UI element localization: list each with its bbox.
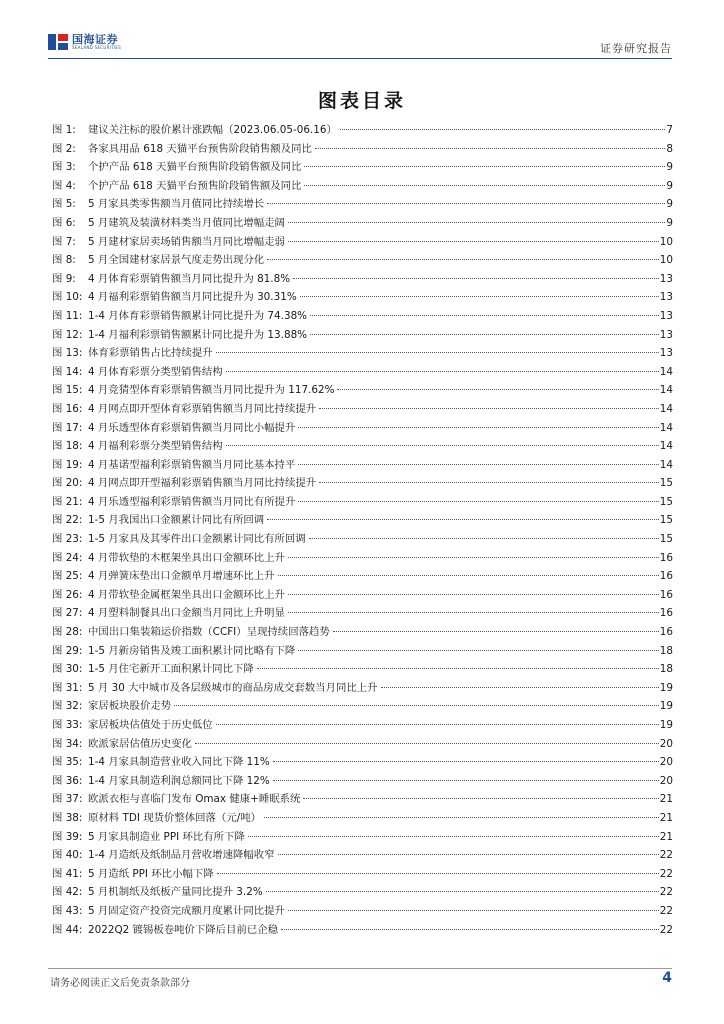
toc-entry-number: 图 44: xyxy=(52,923,83,936)
toc-entry-number: 图 7: xyxy=(52,235,76,248)
toc-entry-page: 22 xyxy=(659,923,673,936)
disclaimer-note: 请务必阅读正文后免责条款部分 xyxy=(50,978,190,989)
toc-entry-title: 5 月建材家居卖场销售额当月同比增幅走弱 xyxy=(88,235,285,248)
toc-entry-page: 22 xyxy=(659,867,673,880)
toc-entry-number: 图 21: xyxy=(52,495,83,508)
toc-entry-number: 图 39: xyxy=(52,830,83,843)
toc-entry-title: 4 月网点即开型福利彩票销售额当月同比持续提升 xyxy=(88,477,317,490)
toc-entry-number: 图 28: xyxy=(52,626,83,639)
toc-entry-number: 图 15: xyxy=(52,384,83,397)
toc-entry-page: 14 xyxy=(659,421,673,434)
toc-entry[interactable] xyxy=(52,511,673,530)
toc-entry[interactable] xyxy=(52,493,673,512)
toc-entry-page: 13 xyxy=(659,347,673,360)
toc-dot-leader xyxy=(298,464,658,465)
toc-entry-page: 10 xyxy=(659,235,673,248)
toc-entry-page: 9 xyxy=(666,198,673,211)
toc-dot-leader xyxy=(267,259,659,260)
toc-entry[interactable] xyxy=(52,214,673,233)
toc-dot-leader xyxy=(300,296,659,297)
toc-entry-page: 18 xyxy=(659,644,673,657)
toc-entry-number: 图 35: xyxy=(52,756,83,769)
toc-entry[interactable] xyxy=(52,623,673,642)
toc-entry[interactable] xyxy=(52,121,673,140)
toc-entry-title: 体育彩票销售占比持续提升 xyxy=(88,347,213,360)
toc-entry-title: 4 月乐透型体育彩票销售额当月同比小幅提升 xyxy=(88,421,296,434)
toc-entry[interactable] xyxy=(52,865,673,884)
toc-entry-number: 图 25: xyxy=(52,570,83,583)
toc-entry[interactable] xyxy=(52,846,673,865)
toc-entry[interactable] xyxy=(52,177,673,196)
toc-entry-number: 图 36: xyxy=(52,774,83,787)
toc-entry[interactable] xyxy=(52,381,673,400)
toc-entry-title: 个护产品 618 天猫平台预售阶段销售额及同比 xyxy=(88,161,302,174)
toc-entry-title: 4 月福利彩票分类型销售结构 xyxy=(88,440,223,453)
toc-entry-title: 1-5 月我国出口金额累计同比有所回调 xyxy=(88,514,265,527)
logo-name-en: SEALAND SECURITIES xyxy=(72,45,122,50)
toc-entry[interactable] xyxy=(52,697,673,716)
toc-entry-title: 4 月体育彩票销售额当月同比提升为 81.8% xyxy=(88,272,291,285)
toc-entry-title: 4 月竞猜型体育彩票销售额当月同比提升为 117.62% xyxy=(88,384,335,397)
toc-entry[interactable] xyxy=(52,902,673,921)
header-divider xyxy=(48,58,672,59)
toc-entry[interactable] xyxy=(52,363,673,382)
company-logo xyxy=(48,34,121,50)
toc-entry-title: 4 月乐透型福利彩票销售额当月同比有所提升 xyxy=(88,495,296,508)
toc-entry[interactable] xyxy=(52,753,673,772)
toc-entry-number: 图 37: xyxy=(52,793,83,806)
toc-entry[interactable] xyxy=(52,270,673,289)
toc-dot-leader xyxy=(340,129,666,130)
toc-entry-page: 22 xyxy=(659,904,673,917)
toc-entry[interactable] xyxy=(52,233,673,252)
toc-entry[interactable] xyxy=(52,251,673,270)
toc-entry[interactable] xyxy=(52,642,673,661)
toc-entry-title: 5 月造纸 PPI 环比小幅下降 xyxy=(88,867,214,880)
logo-mark-icon xyxy=(48,34,68,50)
toc-entry[interactable] xyxy=(52,735,673,754)
toc-dot-leader xyxy=(257,668,659,669)
toc-entry-page: 21 xyxy=(659,830,673,843)
toc-entry-title: 5 月家具类零售额当月值同比持续增长 xyxy=(88,198,265,211)
toc-entry-number: 图 38: xyxy=(52,811,83,824)
toc-dot-leader xyxy=(310,315,659,316)
toc-entry-title: 4 月弹簧床垫出口金额单月增速环比上升 xyxy=(88,570,275,583)
toc-entry-title: 4 月基诺型福利彩票销售额当月同比基本持平 xyxy=(88,458,296,471)
toc-entry-number: 图 31: xyxy=(52,681,83,694)
toc-entry-page: 16 xyxy=(659,588,673,601)
toc-dot-leader xyxy=(288,557,659,558)
toc-dot-leader xyxy=(273,780,659,781)
toc-entry-number: 图 26: xyxy=(52,588,83,601)
footer-divider xyxy=(48,968,672,969)
toc-entry[interactable] xyxy=(52,400,673,419)
toc-entry-page: 14 xyxy=(659,384,673,397)
toc-entry[interactable] xyxy=(52,567,673,586)
toc-entry-page: 16 xyxy=(659,607,673,620)
toc-entry-page: 15 xyxy=(659,477,673,490)
toc-entry-number: 图 6: xyxy=(52,216,76,229)
toc-entry[interactable] xyxy=(52,790,673,809)
toc-entry-number: 图 9: xyxy=(52,272,76,285)
toc-entry-number: 图 27: xyxy=(52,607,83,620)
toc-entry[interactable] xyxy=(52,326,673,345)
toc-entry-title: 家居板块股价走势 xyxy=(88,700,172,713)
toc-entry-number: 图 17: xyxy=(52,421,83,434)
toc-entry-number: 图 1: xyxy=(52,124,76,136)
toc-entry-number: 图 41: xyxy=(52,867,83,880)
toc-entry-number: 图 29: xyxy=(52,644,83,657)
toc-entry-number: 图 32: xyxy=(52,700,83,713)
toc-dot-leader xyxy=(293,278,659,279)
toc-entry-page: 14 xyxy=(659,458,673,471)
toc-dot-leader xyxy=(278,575,659,576)
toc-entry-number: 图 12: xyxy=(52,328,83,341)
toc-entry-number: 图 33: xyxy=(52,719,83,731)
report-type-label: 证券研究报告 xyxy=(600,42,672,55)
toc-entry-number: 图 42: xyxy=(52,886,83,899)
toc-entry-page: 20 xyxy=(659,756,673,769)
toc-entry-page: 13 xyxy=(659,309,673,322)
toc-entry-page: 16 xyxy=(659,570,673,583)
toc-entry-title: 5 月建筑及装潢材料类当月值同比增幅走阔 xyxy=(88,216,285,229)
toc-entry-page: 19 xyxy=(659,681,673,694)
toc-dot-leader xyxy=(315,148,666,149)
toc-entry[interactable] xyxy=(52,809,673,828)
toc-entry-number: 图 40: xyxy=(52,849,83,862)
toc-entry-title: 1-4 月体育彩票销售额累计同比提升为 74.38% xyxy=(88,309,308,322)
toc-entry-number: 图 30: xyxy=(52,663,83,676)
logo-name-cn: 国海证券 xyxy=(72,33,118,46)
page-number: 4 xyxy=(662,970,672,986)
toc-entry[interactable] xyxy=(52,195,673,214)
toc-entry-title: 欧派衣柜与喜临门发布 Omax 健康+睡眠系统 xyxy=(88,793,301,806)
toc-entry[interactable] xyxy=(52,474,673,493)
toc-entry-title: 4 月带软垫的木框架坐具出口金额环比上升 xyxy=(88,551,285,564)
toc-dot-leader xyxy=(304,166,665,167)
toc-dot-leader xyxy=(264,817,659,818)
toc-entry-title: 建议关注标的股价累计涨跌幅（2023.06.05-06.16） xyxy=(88,124,337,136)
toc-dot-leader xyxy=(288,222,665,223)
toc-entry-number: 图 20: xyxy=(52,477,83,490)
toc-entry-page: 15 xyxy=(659,533,673,546)
toc-dot-leader xyxy=(288,910,659,911)
toc-entry-number: 图 11: xyxy=(52,309,83,322)
toc-entry-page: 15 xyxy=(659,495,673,508)
toc-entry[interactable] xyxy=(52,921,673,940)
toc-entry-title: 1-4 月造纸及纸制品月营收增速降幅收窄 xyxy=(88,849,275,862)
toc-entry-page: 9 xyxy=(666,216,673,229)
toc-entry-number: 图 19: xyxy=(52,458,83,471)
toc-entry-page: 20 xyxy=(659,774,673,787)
toc-dot-leader xyxy=(381,687,659,688)
toc-entry-number: 图 4: xyxy=(52,179,76,192)
toc-entry[interactable] xyxy=(52,586,673,605)
toc-entry-number: 图 14: xyxy=(52,365,83,378)
toc-dot-leader xyxy=(278,854,659,855)
toc-dot-leader xyxy=(267,519,659,520)
toc-entry-number: 图 23: xyxy=(52,533,83,546)
toc-entry-title: 个护产品 618 天猫平台预售阶段销售额及同比 xyxy=(88,179,302,192)
toc-entry-page: 22 xyxy=(659,849,673,862)
toc-entry-number: 图 8: xyxy=(52,254,76,267)
toc-entry-title: 4 月网点即开型体育彩票销售额当月同比持续提升 xyxy=(88,402,317,415)
toc-dot-leader xyxy=(288,594,659,595)
toc-entry[interactable] xyxy=(52,660,673,679)
toc-entry-title: 家居板块估值处于历史低位 xyxy=(88,719,213,731)
toc-dot-leader xyxy=(333,631,659,632)
toc-entry-title: 中国出口集装箱运价指数（CCFI）呈现持续回落趋势 xyxy=(88,626,330,639)
toc-entry-page: 8 xyxy=(666,142,673,155)
toc-entry[interactable] xyxy=(52,716,673,735)
toc-entry-number: 图 13: xyxy=(52,347,83,360)
toc-entry[interactable] xyxy=(52,883,673,902)
toc-dot-leader xyxy=(337,389,658,390)
toc-entry-title: 5 月家具制造业 PPI 环比有所下降 xyxy=(88,830,245,843)
toc-entry[interactable] xyxy=(52,158,673,177)
toc-entry-page: 19 xyxy=(659,719,673,731)
toc-entry-number: 图 22: xyxy=(52,514,83,527)
figure-list xyxy=(52,121,673,939)
toc-dot-leader xyxy=(216,724,659,725)
toc-dot-leader xyxy=(226,371,659,372)
toc-entry-title: 5 月 30 大中城市及各层级城市的商品房成交套数当月同比上升 xyxy=(88,681,378,694)
toc-dot-leader xyxy=(304,185,665,186)
toc-entry[interactable] xyxy=(52,828,673,847)
toc-dot-leader xyxy=(217,873,659,874)
toc-dot-leader xyxy=(266,891,659,892)
toc-entry-title: 1-5 月新房销售及竣工面积累计同比略有下降 xyxy=(88,644,296,657)
toc-entry-number: 图 3: xyxy=(52,161,76,174)
toc-dot-leader xyxy=(216,352,659,353)
toc-entry[interactable] xyxy=(52,549,673,568)
toc-entry-page: 15 xyxy=(659,514,673,527)
toc-entry-title: 4 月体育彩票分类型销售结构 xyxy=(88,365,223,378)
toc-entry-title: 各家具用品 618 天猫平台预售阶段销售额及同比 xyxy=(88,142,312,155)
toc-entry-title: 4 月塑料制餐具出口金额当月同比上升明显 xyxy=(88,607,285,620)
toc-entry[interactable] xyxy=(52,344,673,363)
toc-entry-page: 9 xyxy=(666,161,673,174)
toc-dot-leader xyxy=(309,538,659,539)
toc-dot-leader xyxy=(310,334,659,335)
toc-entry-number: 图 24: xyxy=(52,551,83,564)
toc-entry[interactable] xyxy=(52,288,673,307)
toc-dot-leader xyxy=(319,482,659,483)
page-header xyxy=(0,0,724,62)
toc-entry-page: 21 xyxy=(659,811,673,824)
toc-entry-title: 1-5 月住宅新开工面积累计同比下降 xyxy=(88,663,254,676)
toc-entry-page: 14 xyxy=(659,365,673,378)
toc-entry-page: 21 xyxy=(659,793,673,806)
toc-entry-title: 1-4 月家具制造利润总额同比下降 12% xyxy=(88,774,270,787)
toc-entry-page: 19 xyxy=(659,700,673,713)
toc-dot-leader xyxy=(195,743,659,744)
toc-entry-number: 图 10: xyxy=(52,291,83,304)
toc-entry-number: 图 34: xyxy=(52,737,83,750)
toc-entry-page: 18 xyxy=(659,663,673,676)
toc-entry-title: 5 月机制纸及纸板产量同比提升 3.2% xyxy=(88,886,263,899)
toc-dot-leader xyxy=(298,501,658,502)
toc-dot-leader xyxy=(288,612,659,613)
toc-dot-leader xyxy=(298,650,658,651)
toc-entry-page: 14 xyxy=(659,440,673,453)
toc-entry-number: 图 16: xyxy=(52,402,83,415)
toc-dot-leader xyxy=(281,929,659,930)
toc-dot-leader xyxy=(303,798,658,799)
toc-dot-leader xyxy=(273,761,659,762)
toc-entry-page: 10 xyxy=(659,254,673,267)
toc-entry-title: 5 月固定资产投资完成额月度累计同比提升 xyxy=(88,904,285,917)
toc-entry-title: 4 月福利彩票销售额当月同比提升为 30.31% xyxy=(88,291,297,304)
page-title: 图表目录 xyxy=(317,90,406,112)
toc-entry-title: 原材料 TDI 现货价整体回落（元/吨） xyxy=(88,811,261,824)
toc-dot-leader xyxy=(248,836,659,837)
toc-dot-leader xyxy=(319,408,659,409)
toc-entry[interactable] xyxy=(52,307,673,326)
toc-dot-leader xyxy=(267,203,665,204)
toc-entry-page: 22 xyxy=(659,886,673,899)
toc-entry-title: 2022Q2 镀锡板卷吨价下降后目前已企稳 xyxy=(88,923,279,936)
toc-entry-title: 1-5 月家具及其零件出口金额累计同比有所回调 xyxy=(88,533,306,546)
toc-entry[interactable] xyxy=(52,419,673,438)
toc-entry[interactable] xyxy=(52,530,673,549)
toc-dot-leader xyxy=(298,427,658,428)
toc-entry-page: 9 xyxy=(666,179,673,192)
toc-entry-title: 1-4 月家具制造营业收入同比下降 11% xyxy=(88,756,270,769)
toc-dot-leader xyxy=(174,705,659,706)
toc-entry-page: 16 xyxy=(659,626,673,639)
toc-dot-leader xyxy=(226,445,659,446)
toc-entry[interactable] xyxy=(52,772,673,791)
toc-entry-title: 1-4 月福利彩票销售额累计同比提升为 13.88% xyxy=(88,328,308,341)
toc-dot-leader xyxy=(288,241,659,242)
toc-entry-page: 13 xyxy=(659,272,673,285)
toc-entry-page: 7 xyxy=(666,124,673,136)
toc-entry-number: 图 43: xyxy=(52,904,83,917)
toc-entry-title: 欧派家居估值历史变化 xyxy=(88,737,192,750)
toc-entry-number: 图 5: xyxy=(52,198,76,211)
toc-entry[interactable] xyxy=(52,140,673,159)
toc-entry-number: 图 18: xyxy=(52,440,83,453)
toc-entry[interactable] xyxy=(52,604,673,623)
toc-entry-page: 14 xyxy=(659,402,673,415)
toc-entry-number: 图 2: xyxy=(52,142,76,155)
toc-entry-page: 16 xyxy=(659,551,673,564)
toc-entry-page: 20 xyxy=(659,737,673,750)
toc-entry-page: 13 xyxy=(659,291,673,304)
toc-entry-title: 4 月带软垫金属框架坐具出口金额环比上升 xyxy=(88,588,285,601)
toc-entry[interactable] xyxy=(52,456,673,475)
toc-entry-page: 13 xyxy=(659,328,673,341)
toc-entry-title: 5 月全国建材家居景气度走势出现分化 xyxy=(88,254,265,267)
toc-entry[interactable] xyxy=(52,437,673,456)
toc-entry[interactable] xyxy=(52,679,673,698)
